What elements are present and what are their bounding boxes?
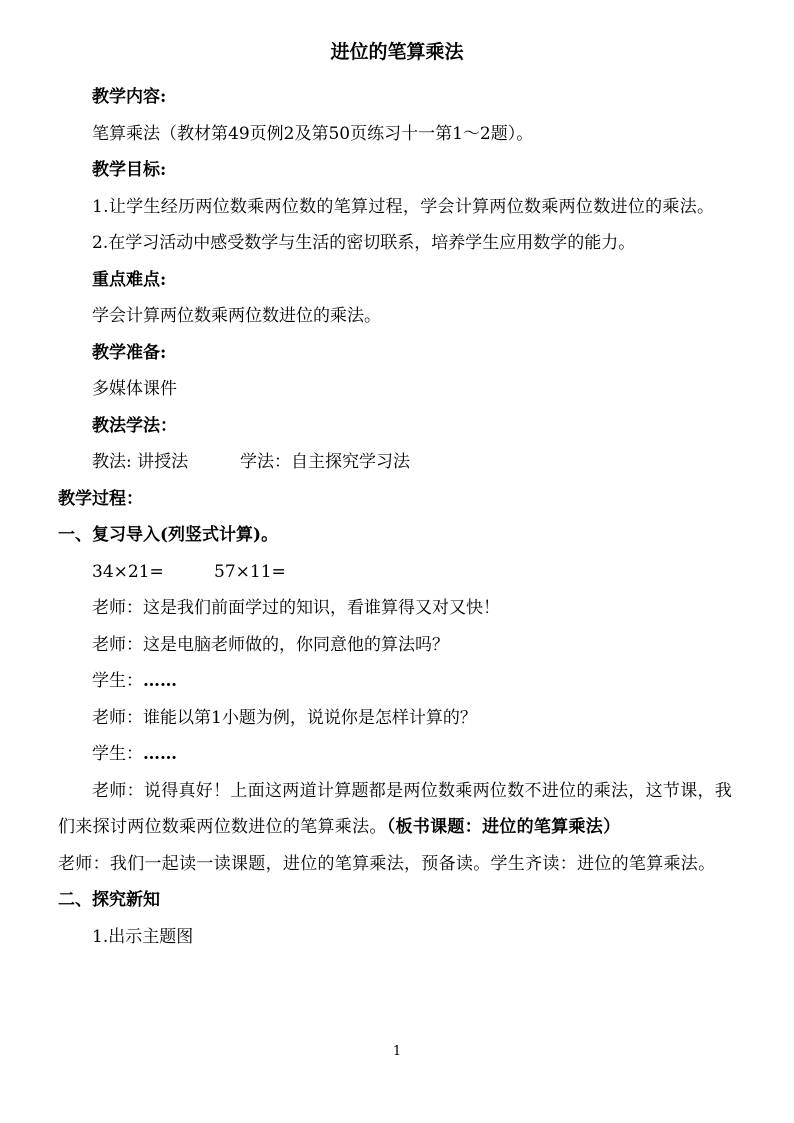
calculation-2: 57×11= — [214, 561, 286, 582]
speaker-label: 学生： — [92, 744, 143, 764]
dialog-line: 老师：这是我们前面学过的知识，看谁算得又对又快！ — [92, 598, 500, 618]
dialog-line: 老师：我们一起读一读课题，进位的笔算乘法，预备读。学生齐读：进位的笔算乘法。 — [58, 853, 716, 874]
ellipsis: …… — [143, 671, 177, 691]
board-title-note: （板书课题：进位的笔算乘法） — [386, 817, 621, 837]
document-body — [58, 79, 738, 955]
item-1: 1.出示主题图 — [92, 926, 194, 947]
heading-preparation: 教学准备: — [92, 342, 167, 363]
dialog-line: 老师：谁能以第1小题为例，说说你是怎样计算的？ — [92, 707, 477, 728]
ellipsis: …… — [143, 744, 177, 764]
dialog-line — [58, 663, 738, 700]
teaching-content-text: 笔算乘法（教材第49页例2及第50页练习十一第1～2题）。 — [92, 123, 534, 144]
dialog-text: 老师：说得真好！上面这两道计算题都是两位数乘两位数不进位的乘法，这节课，我们来探讨两位数乘两位数进位的笔算乘法。 — [58, 780, 733, 837]
section-review: 一、复习导入(列竖式计算)。 — [58, 525, 279, 545]
page-number: 1 — [392, 1044, 402, 1059]
dialog-line — [58, 773, 738, 846]
heading-teaching-content: 教学内容: — [92, 87, 167, 107]
methods-row — [58, 444, 738, 481]
learning-method: 学法：自主探究学习法 — [240, 452, 410, 472]
calculation-row — [58, 554, 738, 591]
dialog-line: 老师：这是电脑老师做的，你同意他的算法吗？ — [92, 634, 449, 655]
heading-process: 教学过程： — [58, 488, 143, 509]
preparation-text: 多媒体课件 — [92, 379, 177, 399]
heading-teaching-goals: 教学目标: — [92, 160, 167, 180]
document-title: 进位的笔算乘法 — [330, 41, 464, 63]
calculation-1: 34×21= — [92, 561, 164, 582]
dialog-line — [58, 736, 738, 773]
speaker-label: 学生： — [92, 671, 143, 691]
section-explore: 二、探究新知 — [58, 890, 160, 910]
heading-methods: 教法学法： — [92, 415, 177, 436]
key-points-text: 学会计算两位数乘两位数进位的乘法。 — [92, 306, 381, 326]
teaching-method: 教法: 讲授法 — [92, 452, 189, 472]
goal-1: 1.让学生经历两位数乘两位数的笔算过程，学会计算两位数乘两位数进位的乘法。 — [92, 196, 715, 217]
heading-key-points: 重点难点: — [92, 269, 167, 290]
goal-2: 2.在学习活动中感受数学与生活的密切联系，培养学生应用数学的能力。 — [92, 233, 636, 253]
